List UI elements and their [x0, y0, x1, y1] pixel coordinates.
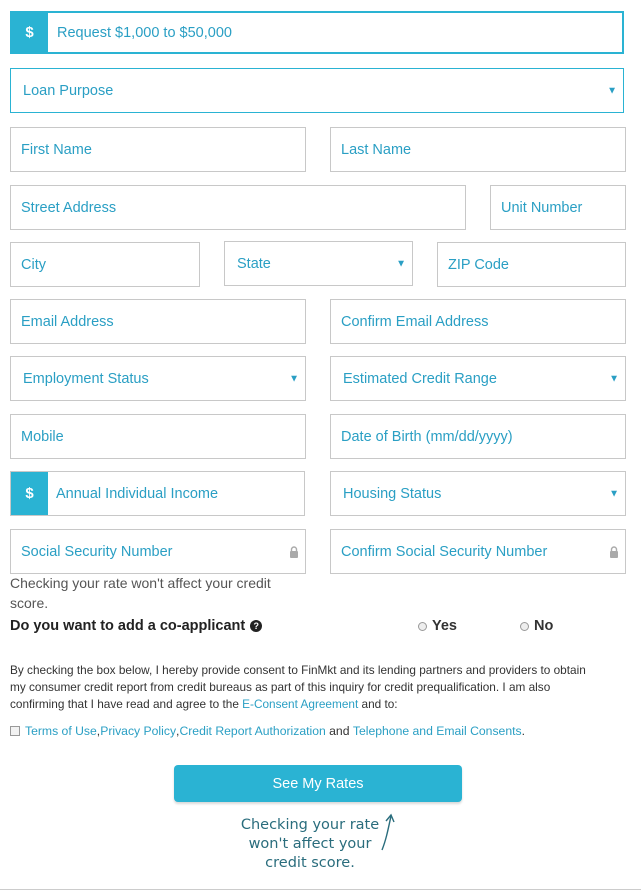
- consent-tail: and to:: [358, 697, 398, 711]
- state-placeholder: State: [237, 255, 271, 272]
- ssn-placeholder: Social Security Number: [21, 543, 173, 560]
- coapplicant-no-radio[interactable]: [520, 618, 553, 634]
- help-icon[interactable]: ?: [250, 620, 262, 632]
- employment-status-placeholder: Employment Status: [23, 370, 149, 387]
- first-name-placeholder: First Name: [21, 141, 92, 158]
- chevron-down-icon: ▼: [609, 373, 619, 384]
- handwritten-note: Checking your rate won't affect your credit score.: [240, 817, 380, 871]
- confirm-email-placeholder: Confirm Email Address: [341, 313, 489, 330]
- chevron-down-icon: ▼: [609, 488, 619, 499]
- divider: [0, 889, 641, 890]
- econsent-link[interactable]: E-Consent Agreement: [242, 697, 359, 711]
- last-name-field[interactable]: [330, 127, 626, 172]
- yes-label: Yes: [432, 618, 457, 634]
- last-name-placeholder: Last Name: [341, 141, 412, 158]
- housing-status-select[interactable]: [330, 471, 626, 516]
- see-my-rates-button[interactable]: See My Rates: [174, 765, 462, 802]
- dollar-icon: $: [11, 12, 48, 53]
- credit-range-select[interactable]: [330, 356, 626, 401]
- credit-check-note: Checking your rate won't affect your credit score.: [10, 575, 271, 611]
- confirm-email-field[interactable]: [330, 299, 626, 344]
- unit-number-placeholder: Unit Number: [501, 199, 583, 216]
- telephone-email-consents-link[interactable]: Telephone and Email Consents: [352, 724, 522, 738]
- terms-of-use-link[interactable]: Terms of Use: [25, 724, 97, 738]
- chevron-down-icon: ▼: [396, 258, 406, 269]
- email-field[interactable]: [10, 299, 306, 344]
- lock-icon: [609, 546, 619, 558]
- separator: ,: [96, 724, 101, 738]
- mobile-field[interactable]: [10, 414, 306, 459]
- coapplicant-label: Do you want to add a co-applicant: [10, 618, 246, 634]
- chevron-down-icon: ▼: [289, 373, 299, 384]
- separator: ,: [176, 724, 180, 738]
- street-address-placeholder: Street Address: [21, 199, 117, 216]
- privacy-policy-link[interactable]: Privacy Policy: [100, 724, 177, 738]
- email-placeholder: Email Address: [21, 313, 114, 330]
- city-placeholder: City: [21, 256, 46, 273]
- credit-range-placeholder: Estimated Credit Range: [343, 370, 497, 387]
- coapplicant-yes-radio[interactable]: [418, 618, 457, 634]
- dollar-icon: $: [11, 472, 48, 515]
- radio-circle-icon: [418, 622, 427, 631]
- consent-checkbox[interactable]: [10, 726, 20, 736]
- employment-status-select[interactable]: [10, 356, 306, 401]
- street-address-field[interactable]: [10, 185, 466, 230]
- date-of-birth-field[interactable]: [330, 414, 626, 459]
- lock-icon: [289, 546, 299, 558]
- consent-body: By checking the box below, I hereby provide consent to FinMkt and its lending partners and providers to obtain my consumer credit report from credit bureaus as part of this inquiry for credit prequalification. I am also confirming that I have read and agree to the: [10, 663, 586, 711]
- confirm-ssn-placeholder: Confirm Social Security Number: [341, 543, 548, 560]
- first-name-field[interactable]: [10, 127, 306, 172]
- confirm-ssn-field[interactable]: [330, 529, 626, 574]
- state-select[interactable]: [224, 241, 413, 286]
- ssn-field[interactable]: [10, 529, 306, 574]
- loan-amount-field[interactable]: [10, 11, 624, 54]
- housing-status-placeholder: Housing Status: [343, 485, 442, 502]
- curved-arrow-icon: [378, 812, 400, 852]
- radio-circle-icon: [520, 622, 529, 631]
- date-of-birth-placeholder: Date of Birth (mm/dd/yyyy): [341, 428, 513, 445]
- annual-income-placeholder: Annual Individual Income: [56, 485, 219, 502]
- coapplicant-question: [10, 618, 262, 634]
- loan-purpose-placeholder: Loan Purpose: [23, 82, 114, 99]
- unit-number-field[interactable]: [490, 185, 626, 230]
- terms-row: [10, 724, 525, 738]
- period: .: [521, 724, 525, 738]
- consent-text: [10, 662, 595, 713]
- zip-code-placeholder: ZIP Code: [448, 256, 509, 273]
- annual-income-field[interactable]: [10, 471, 305, 516]
- and-text: and: [325, 724, 353, 738]
- loan-purpose-select[interactable]: [10, 68, 624, 113]
- mobile-placeholder: Mobile: [21, 428, 64, 445]
- city-field[interactable]: [10, 242, 200, 287]
- zip-code-field[interactable]: [437, 242, 626, 287]
- loan-amount-placeholder: Request $1,000 to $50,000: [57, 24, 232, 41]
- no-label: No: [534, 618, 554, 634]
- chevron-down-icon: ▼: [607, 85, 617, 96]
- credit-report-authorization-link[interactable]: Credit Report Authorization: [179, 724, 326, 738]
